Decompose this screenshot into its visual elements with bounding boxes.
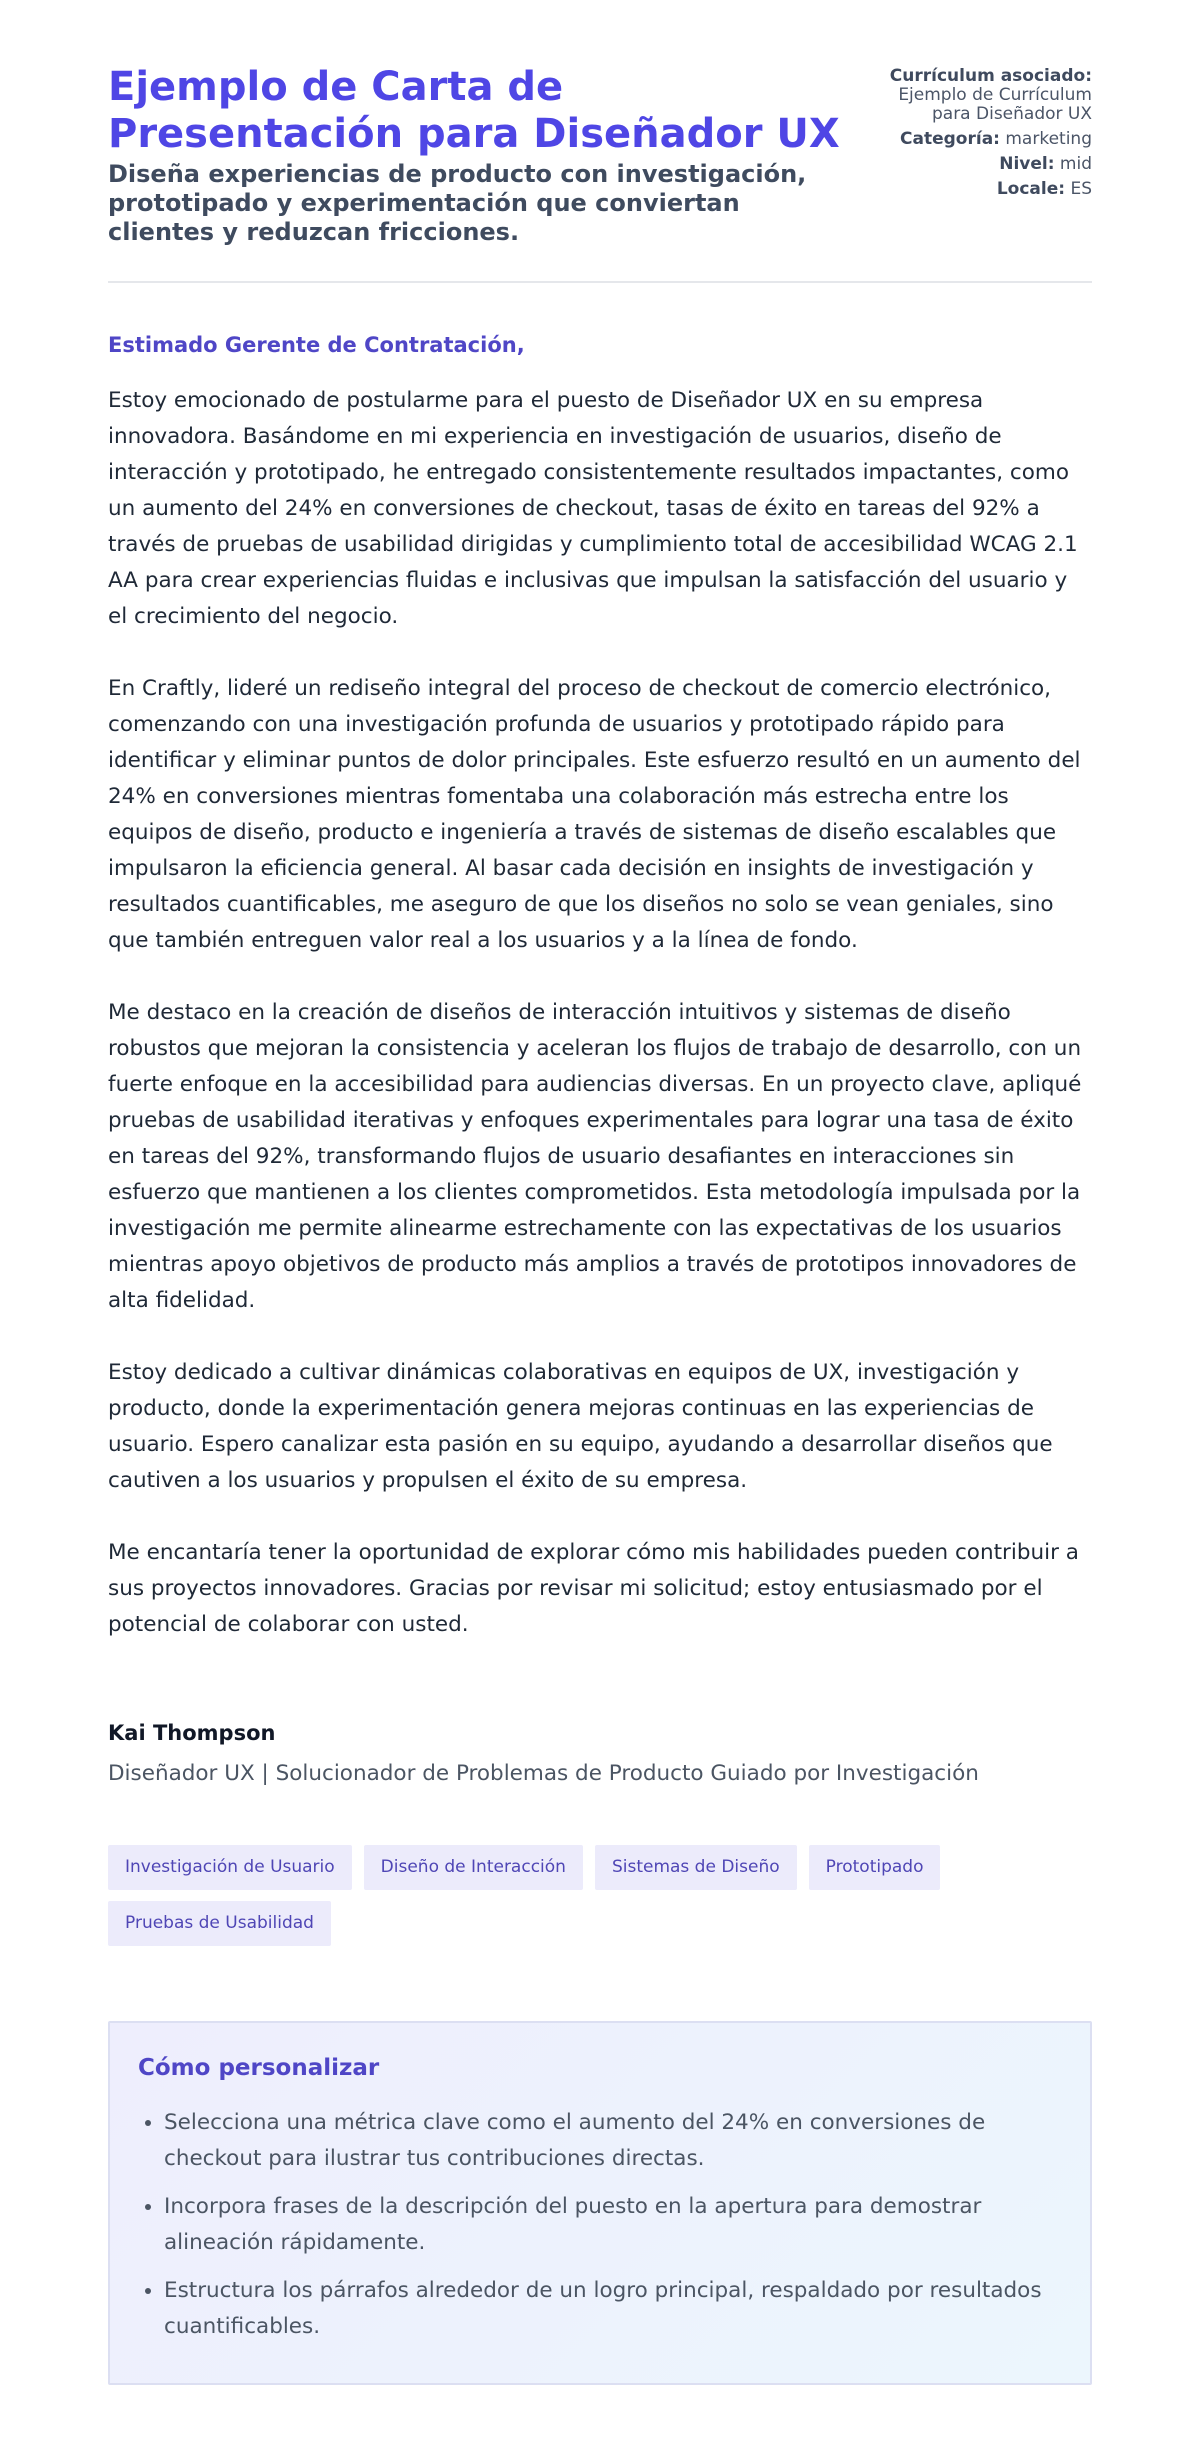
signature-title: Diseñador UX | Solucionador de Problemas de Producto Guiado por Investigación [108, 1761, 979, 1786]
page-header [108, 64, 1092, 247]
meta-info [887, 67, 1092, 205]
meta-category-label: Categoría: [900, 129, 1000, 149]
tips-list [138, 2105, 1062, 2345]
customization-tips [108, 2021, 1092, 2385]
letter-body [108, 331, 1092, 1789]
signature-name: Kai Thompson [108, 1721, 276, 1745]
page-subtitle: Diseña experiencias de producto con investigación, prototipado y experimentación que conviertan clientes y reduzcan fricciones. [108, 160, 807, 246]
meta-level [887, 155, 1092, 174]
header-divider [108, 281, 1092, 283]
meta-locale [887, 180, 1092, 199]
signature [108, 1719, 1092, 1789]
letter-paragraph: Me encantaría tener la oportunidad de explorar cómo mis habilidades pueden contribuir a sus proyectos innovadores. Gracias por revisar mi solicitud; estoy entusiasmado por el potencial de colaborar con usted. [108, 1540, 1079, 1637]
title-block [108, 64, 848, 247]
meta-locale-value: ES [1070, 179, 1092, 199]
meta-resume [887, 67, 1092, 124]
tag-usability-testing[interactable]: Pruebas de Usabilidad [108, 1901, 331, 1946]
page-title: Ejemplo de Carta de Presentación para Diseñador UX [108, 64, 840, 157]
meta-level-label: Nivel: [999, 154, 1055, 174]
letter-paragraph: Me destaco en la creación de diseños de interacción intuitivos y sistemas de diseño robustos que mejoran la consistencia y aceleran los flujos de trabajo de desarrollo, con un fuerte enfoque en la accesibilidad para audiencias diversas. En un proyecto clave, apliqué pruebas de usabilidad iterativas y enfoques experimentales para lograr una tasa de éxito en tareas del 92%, transformando flujos de usuario desafiantes en interacciones sin esfuerzo que mantienen a los clientes comprometidos. Esta metodología impulsada por la investigación me permite alinearme estrechamente con las expectativas de los usuarios mientras apoyo objetivos de producto más amplios a través de prototipos innovadores de alta fidelidad. [108, 1000, 1082, 1313]
tag-prototyping[interactable]: Prototipado [809, 1845, 941, 1890]
letter-paragraphs [108, 383, 1092, 1643]
letter-greeting: Estimado Gerente de Contratación, [108, 333, 525, 357]
meta-category-value: marketing [1005, 129, 1092, 149]
tag-design-systems[interactable]: Sistemas de Diseño [595, 1845, 797, 1890]
cover-letter-page [108, 0, 1092, 2453]
meta-resume-label: Currículum asociado: [889, 66, 1092, 86]
skill-tags [108, 1845, 1092, 1946]
letter-paragraph: Estoy dedicado a cultivar dinámicas colaborativas en equipos de UX, investigación y producto, donde la experimentación genera mejoras continuas en las experiencias de usuario. Espero canalizar esta pasión en su equipo, ayudando a desarrollar diseños que cautiven a los usuarios y propulsen el éxito de su empresa. [108, 1360, 1053, 1493]
tag-interaction-design[interactable]: Diseño de Interacción [364, 1845, 583, 1890]
meta-category [887, 130, 1092, 149]
tips-item: • Incorpora frases de la descripción del puesto en la apertura para demostrar alineación rápidamente. [164, 2189, 1062, 2261]
tips-title: Cómo personalizar [138, 2055, 380, 2081]
tips-item: • Estructura los párrafos alrededor de un logro principal, respaldado por resultados cuantificables. [164, 2273, 1062, 2345]
tips-item: • Selecciona una métrica clave como el aumento del 24% en conversiones de checkout para ilustrar tus contribuciones directas. [164, 2105, 1062, 2177]
tag-user-research[interactable]: Investigación de Usuario [108, 1845, 352, 1890]
meta-level-value: mid [1059, 154, 1092, 174]
letter-paragraph: Estoy emocionado de postularme para el puesto de Diseñador UX en su empresa innovadora. Basándome en mi experiencia en investigación de usuarios, diseño de interacción y prototipado, he entregado consistentemente resultados impactantes, como un aumento del 24% en conversiones de checkout, tasas de éxito en tareas del 92% a través de pruebas de usabilidad dirigidas y cumplimiento total de accesibilidad WCAG 2.1 AA para crear experiencias fluidas e inclusivas que impulsan la satisfacción del usuario y el crecimiento del negocio. [108, 388, 1078, 629]
meta-locale-label: Locale: [996, 179, 1066, 199]
meta-resume-value: Ejemplo de Currículum para Diseñador UX [898, 85, 1092, 124]
letter-paragraph: En Craftly, lideré un rediseño integral del proceso de checkout de comercio electrónico, comenzando con una investigación profunda de usuarios y prototipado rápido para identificar y eliminar puntos de dolor principales. Este esfuerzo resultó en un aumento del 24% en conversiones mientras fomentaba una colaboración más estrecha entre los equipos de diseño, producto e ingeniería a través de sistemas de diseño escalables que impulsaron la eficiencia general. Al basar cada decisión en insights de investigación y resultados cuantificables, me aseguro de que los diseños no solo se vean geniales, sino que también entreguen valor real a los usuarios y a la línea de fondo. [108, 676, 1081, 953]
